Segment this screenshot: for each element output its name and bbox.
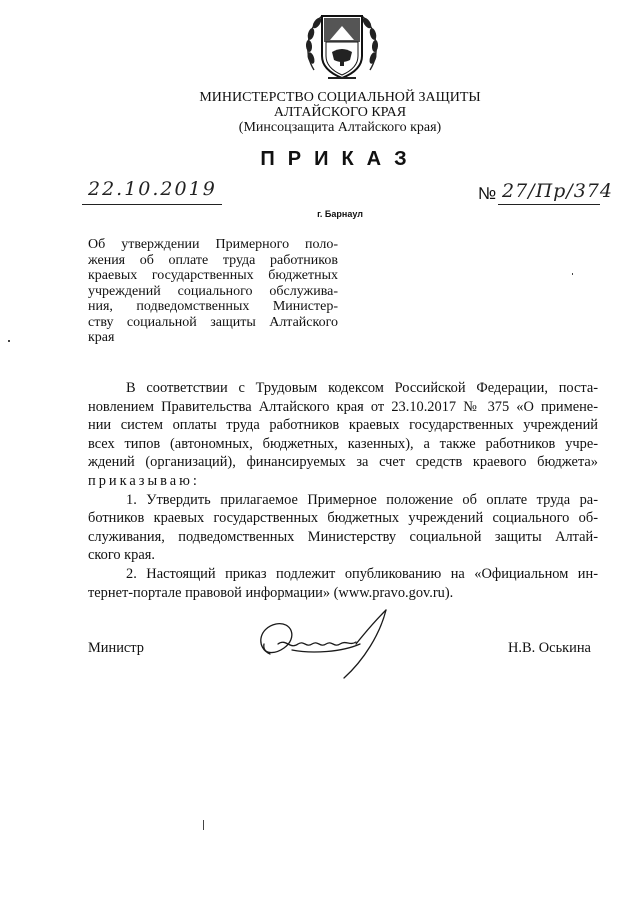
scan-speck: [8, 340, 10, 342]
city-label: г. Барнаул: [317, 209, 363, 219]
preamble-line: новлением Правительства Алтайского края от 23.10.2017 № 375 «О примене-: [88, 398, 598, 415]
subject-line: края: [88, 330, 115, 345]
item1-line: 1. Утвердить прилагаемое Примерное положение об оплате труда ра-: [126, 491, 598, 508]
ministry-name-line2: АЛТАЙСКОГО КРАЯ: [273, 105, 407, 120]
document-type-title: ПРИКАЗ: [260, 148, 420, 170]
order-body: [88, 379, 598, 602]
item1-line: ботников краевых государственных бюджетных учреждений социального об-: [88, 510, 598, 527]
ministry-name-line1: МИНИСТЕРСТВО СОЦИАЛЬНОЙ ЗАЩИТЫ: [199, 90, 481, 105]
subject-line: ству социальной защиты Алтайского: [88, 314, 338, 330]
subject-line: краевых государственных бюджетных: [88, 268, 338, 283]
scan-speck: [203, 820, 204, 830]
item2-line: 2. Настоящий приказ подлежит опубликованию на «Официальном ин-: [126, 565, 598, 582]
item2-line: тернет-портале правовой информации» (www.pravo.gov.ru).: [88, 584, 454, 601]
scan-speck: [572, 273, 573, 275]
minister-name: Н.В. Оськина: [508, 640, 591, 656]
ministry-short-name: (Минсоцзащита Алтайского края): [238, 120, 442, 135]
document-date: 22.10.2019: [88, 178, 217, 200]
item1-line: ского края.: [88, 547, 155, 564]
preamble-line: ждений (организаций), финансируемых за счет средств краевого бюджета»: [88, 454, 598, 471]
number-underline: [498, 204, 600, 205]
number-label: №: [478, 184, 497, 203]
document-number: 27/Пр/374: [502, 180, 613, 202]
altai-coat-of-arms-icon: [300, 6, 384, 90]
subject-line: ния, подведомственных Министер-: [88, 299, 338, 314]
preamble-line: В соответствии с Трудовым кодексом Российской Федерации, поста-: [126, 380, 598, 396]
minister-title: Министр: [88, 640, 144, 656]
subject-line: учреждений социального обслужива-: [88, 283, 338, 299]
preamble-line: нии систем оплаты труда работников краевых государственных учреждений: [88, 417, 598, 434]
order-word: приказываю:: [88, 472, 200, 489]
subject-line: жения об оплате труда работников: [88, 252, 338, 268]
subject-line: Об утверждении Примерного поло-: [88, 237, 338, 252]
item1-line: служивания, подведомственных Министерству социальной защиты Алтай-: [88, 528, 598, 545]
signature-icon: [252, 604, 402, 684]
ministry-header: [130, 90, 550, 135]
date-underline: [82, 204, 222, 205]
preamble-line: всех типов (автономных, бюджетных, казенных), а также работников учре-: [88, 435, 598, 452]
subject-block: [88, 237, 338, 346]
